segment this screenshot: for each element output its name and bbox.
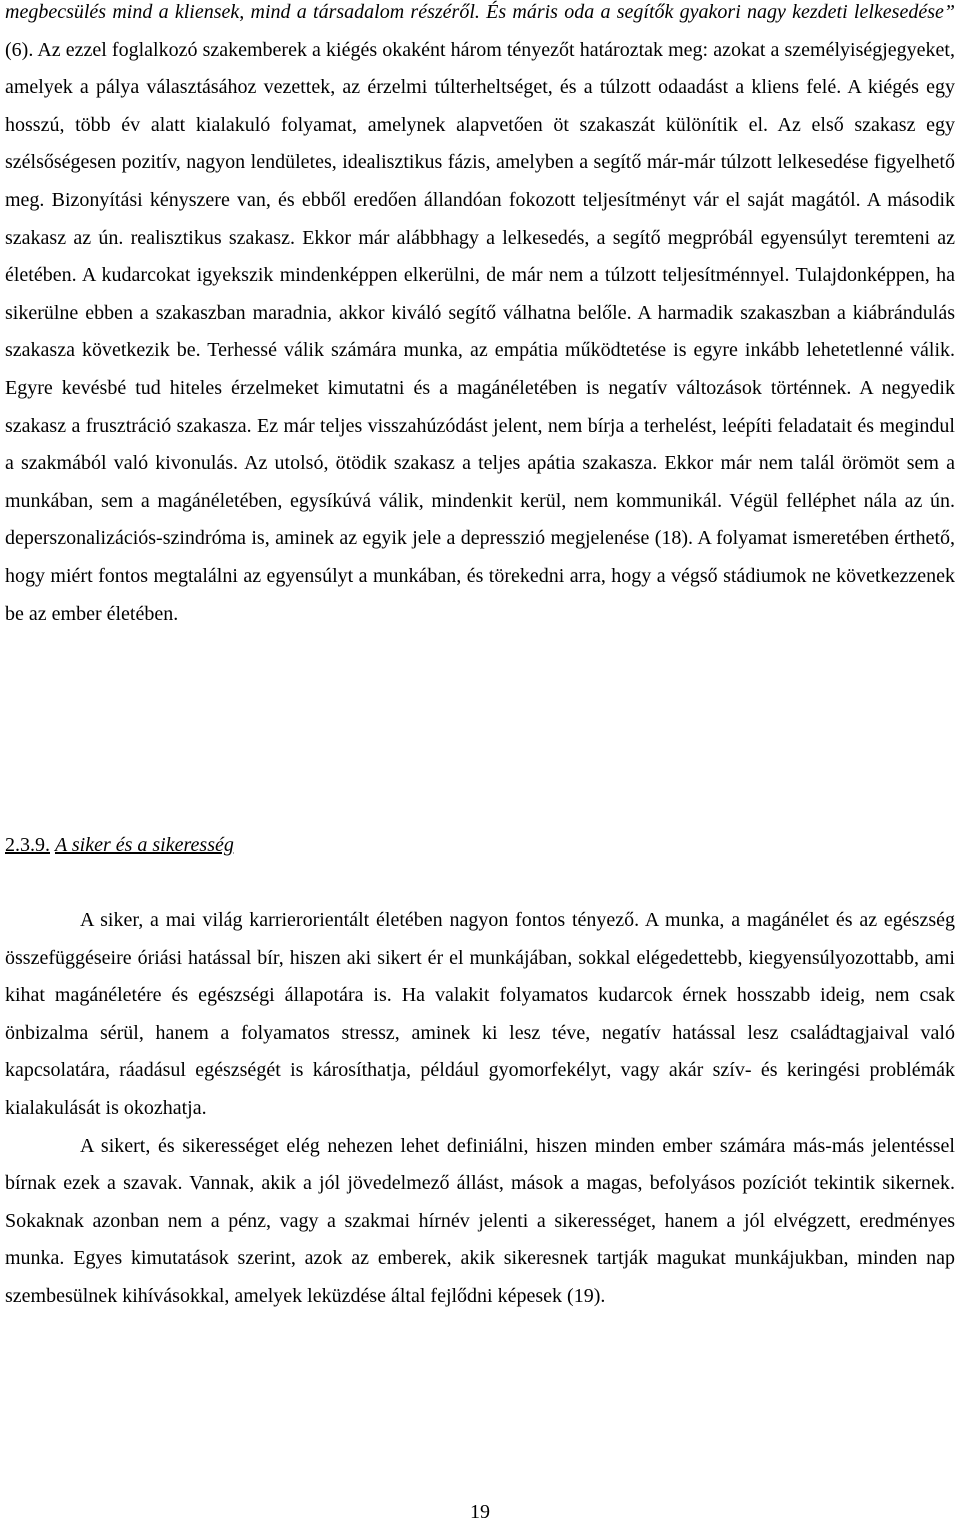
continued-paragraph	[5, 0, 955, 633]
page-body	[5, 0, 955, 633]
paragraph-1: A siker, a mai világ karrierorientált életében nagyon fontos tényező. A munka, a magánélet és az egészség összefüggéseire óriási hatással bír, hiszen aki sikert ér el munkájában, sokkal elégedettebb, kiegyensúlyozottabb, ami kihat magánéletére és egészségi állapotára is. Ha valakit folyamatos kudarcok érnek hosszabb ideig, nem csak önbizalma sérül, hanem a folyamatos stressz, aminek ki lesz téve, negatív hatással lesz családtagjaival való kapcsolatára, ráadásul egészségét is károsíthatja, például gyomorfekélyt, vagy akár szív- és keringési problémák kialakulását is okozhatja.	[5, 909, 955, 1119]
section-body	[5, 902, 955, 1316]
page-number: 19	[470, 1501, 490, 1523]
section-number: 2.3.9.	[5, 834, 50, 856]
paragraph-text: (6). Az ezzel foglalkozó szakemberek a kiégés okaként három tényezőt határoztak meg: azokat a személyiségjegyeket, amelyek a pálya választásához vezettek, az érzelmi túlterheltséget, és a túlzott odaadást a kliens felé. A kiégés egy hosszú, több év alatt kialakuló folyamat, amelynek alapvetően öt szakaszát különítik el. Az első szakasz egy szélsőségesen pozitív, nagyon lendületes, idealisztikus fázis, amelyben a segítő már-már túlzott lelkesedése figyelhető meg. Bizonyítási kényszere van, és ebből eredően állandóan fokozott teljesítményt vár el saját magától. A második szakasz az ún. realisztikus szakasz. Ekkor már alábbhagy a lelkesedés, a segítő megpróbál egyensúlyt teremteni az életében. A kudarcokat igyekszik mindenképpen elkerülni, de már nem a túlzott teljesítménnyel. Tulajdonképpen, ha sikerülne ebben a szakaszban maradnia, akkor kiváló segítő válhatna belőle. A harmadik szakaszban a kiábrándulás szakasza következik be. Terhessé válik számára munka, az empátia működtetése is egyre inkább lehetetlenné válik. Egyre kevésbé tud hiteles érzelmeket kimutatni és a magánéletében is negatív változások történnek. A negyedik szakasz a frusztráció szakasza. Ez már teljes visszahúzódást jelent, nem bírja a terhelést, leépíti feladatait és megindul a szakmából való kivonulás. Az utolsó, ötödik szakasz a teljes apátia szakasza. Ekkor már nem talál örömöt sem a munkában, sem a magánéletében, egysíkúvá válik, mindenkit kerül, nem kommunikál. Végül felléphet nála az ún. deperszonalizációs-szindróma is, aminek az egyik jele a depresszió megjelenése (18). A folyamat ismeretében érthető, hogy miért fontos megtalálni az egyensúlyt a munkában, és törekedni arra, hogy a végső stádiumok ne következzenek be az ember életében.	[5, 38, 955, 625]
section-title: A siker és a sikeresség	[55, 834, 234, 856]
paragraph-2: A sikert, és sikerességet elég nehezen lehet definiálni, hiszen minden ember számára más-más jelentéssel bírnak ezek a szavak. Vannak, akik a jól jövedelmező állást, mások a magas, befolyásos pozíciót tekintik sikernek. Sokaknak azonban nem a pénz, vagy a szakmai hírnév jelenti a sikerességet, hanem a jól elvégzett, eredményes munka. Egyes kimutatások szerint, azok az emberek, akik sikeresnek tartják magukat munkájukban, minden nap szembesülnek kihívásokkal, amelyek leküzdése által fejlődni képesek (19).	[5, 1134, 955, 1307]
section-heading	[5, 827, 234, 865]
italic-quote: megbecsülés mind a kliensek, mind a társadalom részéről. És máris oda a segítők gyakori nagy kezdeti lelkesedése”	[5, 1, 955, 23]
